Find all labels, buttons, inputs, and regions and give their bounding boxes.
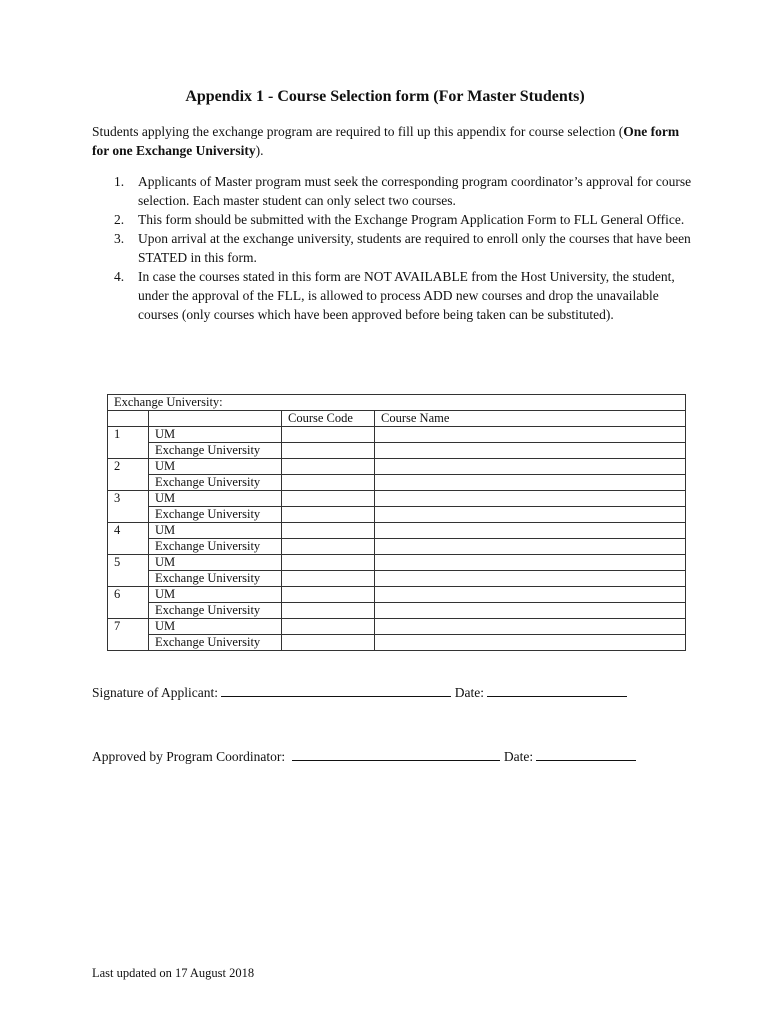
row-exchange-label: Exchange University xyxy=(149,635,282,651)
course-name-cell-um[interactable] xyxy=(375,523,686,539)
course-code-cell-um[interactable] xyxy=(282,555,375,571)
intro-text: Students applying the exchange program are required to fill up this appendix for course selection ( xyxy=(92,124,624,139)
course-row-top xyxy=(108,491,686,507)
course-code-cell-um[interactable] xyxy=(282,587,375,603)
course-name-cell-um[interactable] xyxy=(375,619,686,635)
row-number: 1 xyxy=(108,427,149,459)
instruction-item xyxy=(92,210,692,229)
row-exchange-label: Exchange University xyxy=(149,571,282,587)
row-um-label: UM xyxy=(149,619,282,635)
applicant-date-label: Date: xyxy=(454,685,484,700)
instruction-text: In case the courses stated in this form are NOT AVAILABLE from the Host University, the student, under the approval of the FLL, is allowed to process ADD new courses and drop the unavailable courses (only courses which have been approved before being taken can be substituted). xyxy=(138,269,675,322)
course-row-bottom xyxy=(108,475,686,491)
coordinator-date-field[interactable] xyxy=(536,746,636,761)
course-code-cell-exchange[interactable] xyxy=(282,635,375,651)
row-um-label: UM xyxy=(149,491,282,507)
course-name-cell-exchange[interactable] xyxy=(375,443,686,459)
instruction-text: Applicants of Master program must seek the corresponding program coordinator’s approval for course selection. Each master student can only select two courses. xyxy=(138,174,692,208)
course-row-bottom xyxy=(108,443,686,459)
course-row-bottom xyxy=(108,603,686,619)
course-name-cell-um[interactable] xyxy=(375,587,686,603)
instruction-number: 3. xyxy=(114,231,125,246)
course-row-bottom xyxy=(108,571,686,587)
exchange-university-label[interactable]: Exchange University: xyxy=(108,395,686,411)
coordinator-signature-field[interactable] xyxy=(292,746,500,761)
course-code-cell-um[interactable] xyxy=(282,523,375,539)
course-row-top xyxy=(108,587,686,603)
row-exchange-label: Exchange University xyxy=(149,507,282,523)
row-um-label: UM xyxy=(149,587,282,603)
instruction-text: This form should be submitted with the Exchange Program Application Form to FLL General Office. xyxy=(138,212,685,227)
course-code-cell-um[interactable] xyxy=(282,459,375,475)
header-course-code: Course Code xyxy=(282,411,375,427)
table-header-row xyxy=(108,411,686,427)
row-um-label: UM xyxy=(149,555,282,571)
course-code-cell-um[interactable] xyxy=(282,619,375,635)
row-number: 5 xyxy=(108,555,149,587)
instruction-item xyxy=(92,172,692,210)
intro-end: ). xyxy=(255,143,264,158)
course-name-cell-um[interactable] xyxy=(375,459,686,475)
row-number: 3 xyxy=(108,491,149,523)
course-row-bottom xyxy=(108,635,686,651)
instruction-number: 2. xyxy=(114,212,125,227)
course-row-top xyxy=(108,555,686,571)
course-code-cell-exchange[interactable] xyxy=(282,507,375,523)
applicant-date-field[interactable] xyxy=(487,682,627,697)
course-row-top xyxy=(108,523,686,539)
row-um-label: UM xyxy=(149,523,282,539)
row-um-label: UM xyxy=(149,459,282,475)
course-code-cell-um[interactable] xyxy=(282,491,375,507)
course-row-top xyxy=(108,427,686,443)
course-code-cell-exchange[interactable] xyxy=(282,443,375,459)
applicant-signature-line xyxy=(92,682,627,701)
course-name-cell-um[interactable] xyxy=(375,491,686,507)
header-blank-university xyxy=(149,411,282,427)
header-course-name: Course Name xyxy=(375,411,686,427)
course-name-cell-um[interactable] xyxy=(375,555,686,571)
row-exchange-label: Exchange University xyxy=(149,475,282,491)
row-um-label: UM xyxy=(149,427,282,443)
course-name-cell-exchange[interactable] xyxy=(375,635,686,651)
course-name-cell-exchange[interactable] xyxy=(375,539,686,555)
course-name-cell-exchange[interactable] xyxy=(375,507,686,523)
instruction-text: Upon arrival at the exchange university, students are required to enroll only the courses that have been STATED in this form. xyxy=(138,231,691,265)
applicant-signature-label: Signature of Applicant: xyxy=(92,685,218,700)
row-exchange-label: Exchange University xyxy=(149,443,282,459)
course-name-cell-um[interactable] xyxy=(375,427,686,443)
row-number: 4 xyxy=(108,523,149,555)
row-number: 2 xyxy=(108,459,149,491)
row-exchange-label: Exchange University xyxy=(149,603,282,619)
course-row-top xyxy=(108,459,686,475)
course-row-top xyxy=(108,619,686,635)
instruction-number: 4. xyxy=(114,269,125,284)
course-row-bottom xyxy=(108,507,686,523)
course-name-cell-exchange[interactable] xyxy=(375,475,686,491)
instruction-item xyxy=(92,229,692,267)
applicant-signature-field[interactable] xyxy=(221,682,451,697)
header-blank-num xyxy=(108,411,149,427)
coordinator-date-label: Date: xyxy=(503,749,534,764)
instruction-list xyxy=(92,172,692,324)
course-name-cell-exchange[interactable] xyxy=(375,571,686,587)
exchange-university-row xyxy=(108,395,686,411)
course-code-cell-exchange[interactable] xyxy=(282,571,375,587)
course-code-cell-exchange[interactable] xyxy=(282,475,375,491)
coordinator-approval-label: Approved by Program Coordinator: xyxy=(92,749,286,764)
course-code-cell-um[interactable] xyxy=(282,427,375,443)
row-exchange-label: Exchange University xyxy=(149,539,282,555)
coordinator-approval-line xyxy=(92,746,636,765)
row-number: 6 xyxy=(108,587,149,619)
intro-bold-text: One form for one Exchange University xyxy=(92,124,680,158)
intro-paragraph xyxy=(92,122,692,160)
course-selection-table xyxy=(107,394,686,651)
instruction-item xyxy=(92,267,692,324)
course-code-cell-exchange[interactable] xyxy=(282,603,375,619)
course-code-cell-exchange[interactable] xyxy=(282,539,375,555)
last-updated-note: Last updated on 17 August 2018 xyxy=(92,966,255,980)
instruction-number: 1. xyxy=(114,174,125,189)
course-row-bottom xyxy=(108,539,686,555)
page-title: Appendix 1 - Course Selection form (For Master Students) xyxy=(185,88,585,105)
course-name-cell-exchange[interactable] xyxy=(375,603,686,619)
row-number: 7 xyxy=(108,619,149,651)
